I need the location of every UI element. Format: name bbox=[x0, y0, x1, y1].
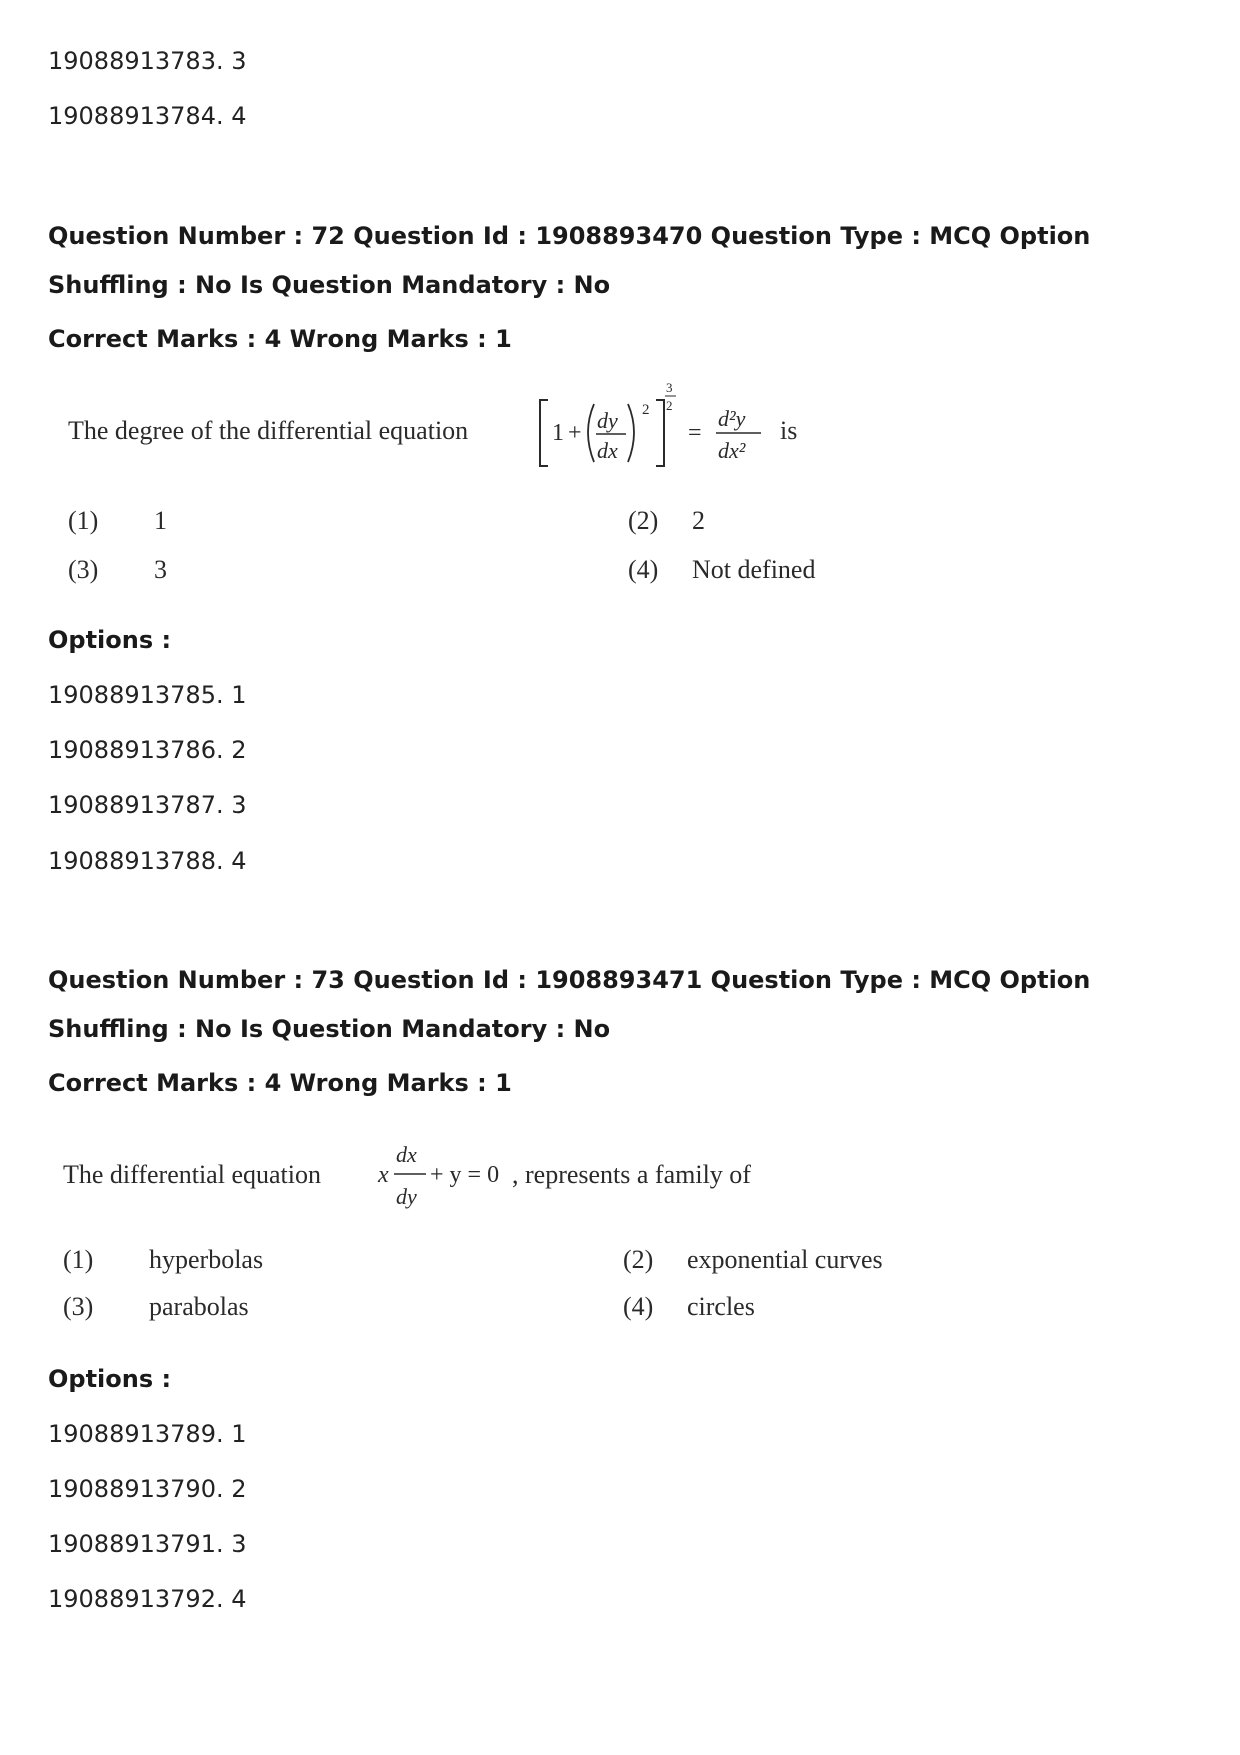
choice-number: (3) bbox=[63, 1292, 94, 1321]
option-line: 19088913785. 1 bbox=[48, 681, 247, 709]
option-line: 19088913789. 1 bbox=[48, 1420, 247, 1448]
question-header: Question Number : 72 Question Id : 1908893470 Question Type : MCQ Option Shuffling : No Is Question Mandatory : No bbox=[48, 222, 1091, 299]
option-id: 19088913786 bbox=[48, 736, 216, 764]
eq-exp-den: 2 bbox=[666, 398, 673, 413]
question-stem-end bbox=[780, 416, 797, 446]
option-value: 1 bbox=[231, 1420, 247, 1448]
eq-dy: dy bbox=[597, 408, 618, 433]
choice-text: parabolas bbox=[149, 1292, 249, 1321]
choice-number: (1) bbox=[63, 1245, 94, 1274]
option-value: 3 bbox=[231, 791, 247, 819]
eq-dx: dx bbox=[396, 1142, 417, 1167]
choice bbox=[628, 555, 816, 585]
choice-number: (4) bbox=[623, 1292, 654, 1321]
stem-text-after: is bbox=[780, 416, 798, 445]
eq-d2y: d²y bbox=[718, 406, 746, 431]
choice bbox=[623, 1245, 883, 1275]
option-value: 2 bbox=[231, 1475, 247, 1503]
option-line: 19088913792. 4 bbox=[48, 1585, 247, 1613]
option-id: 19088913788 bbox=[48, 847, 216, 875]
choice-text: hyperbolas bbox=[149, 1245, 264, 1274]
choice-text: 3 bbox=[154, 555, 167, 584]
option-value: 1 bbox=[231, 681, 247, 709]
eq-dx: dx bbox=[597, 438, 618, 463]
differential-equation bbox=[536, 376, 816, 476]
question-marks: Correct Marks : 4 Wrong Marks : 1 bbox=[48, 325, 512, 353]
eq-dy: dy bbox=[396, 1184, 417, 1209]
choice-number: (2) bbox=[628, 506, 659, 535]
choice bbox=[68, 506, 167, 536]
stem-text-before: The degree of the differential equation bbox=[68, 416, 469, 445]
option-id: 19088913791 bbox=[48, 1530, 216, 1558]
option-line: 19088913790. 2 bbox=[48, 1475, 247, 1503]
choice-text: Not defined bbox=[692, 555, 816, 584]
eq-equals: = bbox=[688, 420, 702, 446]
option-id: 19088913783 bbox=[48, 47, 216, 75]
option-id: 19088913790 bbox=[48, 1475, 216, 1503]
choice bbox=[63, 1245, 264, 1275]
option-id: 19088913789 bbox=[48, 1420, 216, 1448]
option-id: 19088913787 bbox=[48, 791, 216, 819]
eq-x: x bbox=[378, 1162, 389, 1188]
option-value: 3 bbox=[231, 1530, 247, 1558]
choice bbox=[63, 1292, 249, 1322]
stem-text-after: , represents a family of bbox=[512, 1160, 751, 1189]
option-value: 4 bbox=[231, 102, 247, 130]
question-marks: Correct Marks : 4 Wrong Marks : 1 bbox=[48, 1069, 512, 1097]
choice bbox=[623, 1292, 755, 1322]
options-label: Options : bbox=[48, 1365, 172, 1393]
choice-number: (2) bbox=[623, 1245, 654, 1274]
option-line: 19088913786. 2 bbox=[48, 736, 247, 764]
choice-text: circles bbox=[687, 1292, 755, 1321]
option-value: 3 bbox=[231, 47, 247, 75]
eq-one: 1 bbox=[552, 420, 564, 446]
question-header: Question Number : 73 Question Id : 1908893471 Question Type : MCQ Option Shuffling : No Is Question Mandatory : No bbox=[48, 966, 1091, 1043]
option-id: 19088913792 bbox=[48, 1585, 216, 1613]
question-stem bbox=[63, 1160, 321, 1190]
eq-exp-num: 3 bbox=[666, 380, 673, 395]
option-line: 19088913787. 3 bbox=[48, 791, 247, 819]
option-line: 19088913788. 4 bbox=[48, 847, 247, 875]
eq-rest: + y = 0 bbox=[430, 1162, 500, 1188]
option-line: 19088913791. 3 bbox=[48, 1530, 247, 1558]
option-value: 2 bbox=[231, 736, 247, 764]
choice-text: 1 bbox=[154, 506, 167, 535]
eq-dx2: dx² bbox=[718, 438, 746, 463]
choice bbox=[628, 506, 705, 536]
choice-text: 2 bbox=[692, 506, 705, 535]
option-id: 19088913784 bbox=[48, 102, 216, 130]
options-label: Options : bbox=[48, 626, 172, 654]
option-value: 4 bbox=[231, 1585, 247, 1613]
option-line: 19088913783. 3 bbox=[48, 47, 247, 75]
choice bbox=[68, 555, 167, 585]
choice-number: (3) bbox=[68, 555, 99, 584]
option-value: 4 bbox=[231, 847, 247, 875]
eq-square: 2 bbox=[642, 402, 650, 418]
eq-plus: + bbox=[568, 420, 582, 446]
option-line: 19088913784. 4 bbox=[48, 102, 247, 130]
choice-number: (4) bbox=[628, 555, 659, 584]
stem-text-before: The differential equation bbox=[63, 1160, 321, 1189]
differential-equation bbox=[376, 1134, 516, 1214]
choice-number: (1) bbox=[68, 506, 99, 535]
choice-text: exponential curves bbox=[687, 1245, 883, 1274]
option-id: 19088913785 bbox=[48, 681, 216, 709]
question-stem bbox=[68, 416, 468, 446]
question-stem-end bbox=[512, 1160, 751, 1190]
